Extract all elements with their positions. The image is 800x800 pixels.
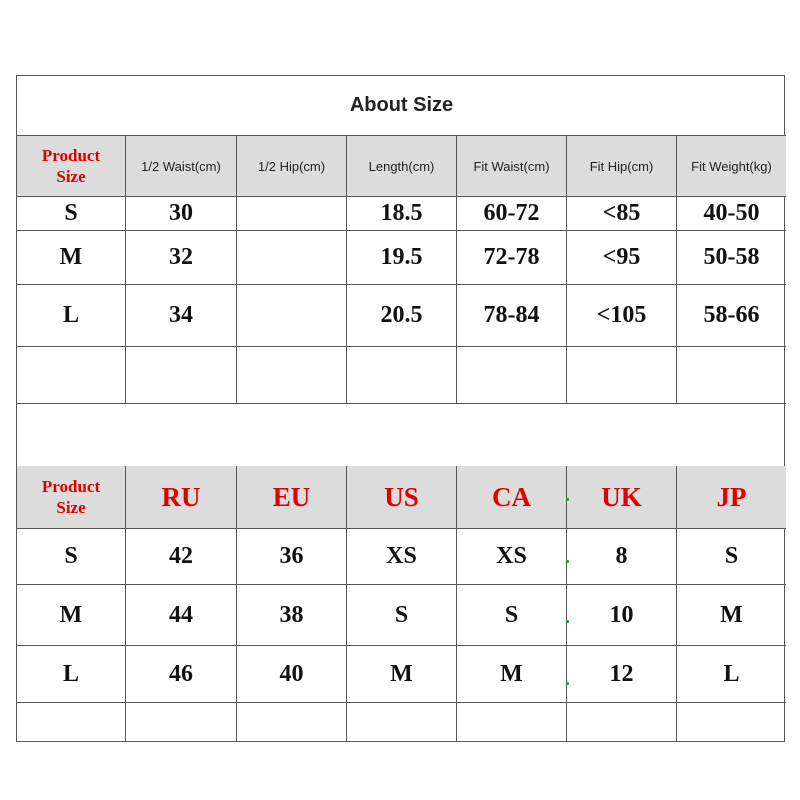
table-cell: 40-50 bbox=[677, 197, 786, 231]
header-cell bbox=[677, 136, 786, 197]
table-cell: 8 bbox=[567, 529, 677, 585]
empty-cell bbox=[347, 347, 457, 404]
table-cell: <105 bbox=[567, 285, 677, 347]
empty-cell bbox=[347, 703, 457, 741]
empty-cell bbox=[677, 703, 786, 741]
header-cell bbox=[126, 136, 237, 197]
header-cell bbox=[237, 466, 347, 529]
table-cell: M bbox=[677, 585, 786, 646]
table-cell: XS bbox=[347, 529, 457, 585]
table-cell: 20.5 bbox=[347, 285, 457, 347]
table-cell: 36 bbox=[237, 529, 347, 585]
table-title: About Size bbox=[17, 76, 786, 136]
header-cell bbox=[17, 466, 126, 529]
table-cell: 12 bbox=[567, 646, 677, 703]
table-cell bbox=[237, 197, 347, 231]
region-header-ru: RU bbox=[161, 481, 201, 512]
table-cell: S bbox=[457, 585, 567, 646]
table-cell: M bbox=[347, 646, 457, 703]
size-label-cell: L bbox=[17, 646, 126, 703]
table-cell: 42 bbox=[126, 529, 237, 585]
empty-cell bbox=[237, 347, 347, 404]
header-cell bbox=[457, 136, 567, 197]
table-cell: 46 bbox=[126, 646, 237, 703]
empty-cell bbox=[567, 347, 677, 404]
empty-cell bbox=[126, 703, 237, 741]
table-cell: L bbox=[677, 646, 786, 703]
header-cell bbox=[347, 466, 457, 529]
green-marker bbox=[566, 560, 569, 563]
region-header-us: US bbox=[384, 481, 419, 512]
column-header: Fit Hip(cm) bbox=[589, 158, 654, 174]
table-cell: 72-78 bbox=[457, 231, 567, 285]
column-header: Fit Waist(cm) bbox=[473, 158, 550, 174]
table-cell: 18.5 bbox=[347, 197, 457, 231]
table-cell: 32 bbox=[126, 231, 237, 285]
table-cell: 60-72 bbox=[457, 197, 567, 231]
table-cell: S bbox=[347, 585, 457, 646]
empty-cell bbox=[677, 347, 786, 404]
empty-cell bbox=[457, 347, 567, 404]
region-header-ca: CA bbox=[492, 481, 531, 512]
header-cell bbox=[126, 466, 237, 529]
green-marker bbox=[566, 498, 569, 501]
empty-separator-row bbox=[17, 404, 786, 466]
green-marker bbox=[566, 682, 569, 685]
table-cell: 34 bbox=[126, 285, 237, 347]
region-header-eu: EU bbox=[272, 481, 311, 512]
table-cell bbox=[237, 285, 347, 347]
empty-cell bbox=[17, 347, 126, 404]
header-cell bbox=[567, 466, 677, 529]
table-cell: M bbox=[457, 646, 567, 703]
empty-cell bbox=[17, 703, 126, 741]
column-header: 1/2 Hip(cm) bbox=[257, 158, 326, 174]
table-cell: 38 bbox=[237, 585, 347, 646]
table-cell: 19.5 bbox=[347, 231, 457, 285]
empty-cell bbox=[126, 347, 237, 404]
size-label-cell: S bbox=[17, 529, 126, 585]
column-header: Fit Weight(kg) bbox=[691, 158, 772, 174]
table-cell: XS bbox=[457, 529, 567, 585]
table-cell: 78-84 bbox=[457, 285, 567, 347]
region-header-uk: UK bbox=[601, 481, 642, 512]
table-cell: <85 bbox=[567, 197, 677, 231]
header-cell bbox=[17, 136, 126, 197]
header-cell bbox=[567, 136, 677, 197]
table-cell: 58-66 bbox=[677, 285, 786, 347]
size-chart-table bbox=[16, 75, 785, 742]
table-cell bbox=[237, 231, 347, 285]
size-label-cell: M bbox=[17, 585, 126, 646]
column-header: Length(cm) bbox=[368, 158, 435, 174]
empty-cell bbox=[457, 703, 567, 741]
product-size-header: Product Size bbox=[41, 477, 101, 517]
green-marker bbox=[566, 620, 569, 623]
product-size-header: Product Size bbox=[41, 146, 101, 186]
table-cell: <95 bbox=[567, 231, 677, 285]
table-cell: 50-58 bbox=[677, 231, 786, 285]
empty-cell bbox=[567, 703, 677, 741]
empty-cell bbox=[237, 703, 347, 741]
table-cell: 44 bbox=[126, 585, 237, 646]
region-header-jp: JP bbox=[716, 481, 747, 512]
header-cell bbox=[457, 466, 567, 529]
table-cell: 30 bbox=[126, 197, 237, 231]
header-cell bbox=[677, 466, 786, 529]
size-label-cell: S bbox=[17, 197, 126, 231]
table-cell: 10 bbox=[567, 585, 677, 646]
header-cell bbox=[237, 136, 347, 197]
size-label-cell: L bbox=[17, 285, 126, 347]
size-label-cell: M bbox=[17, 231, 126, 285]
table-cell: 40 bbox=[237, 646, 347, 703]
header-cell bbox=[347, 136, 457, 197]
column-header: 1/2 Waist(cm) bbox=[141, 158, 221, 174]
table-cell: S bbox=[677, 529, 786, 585]
